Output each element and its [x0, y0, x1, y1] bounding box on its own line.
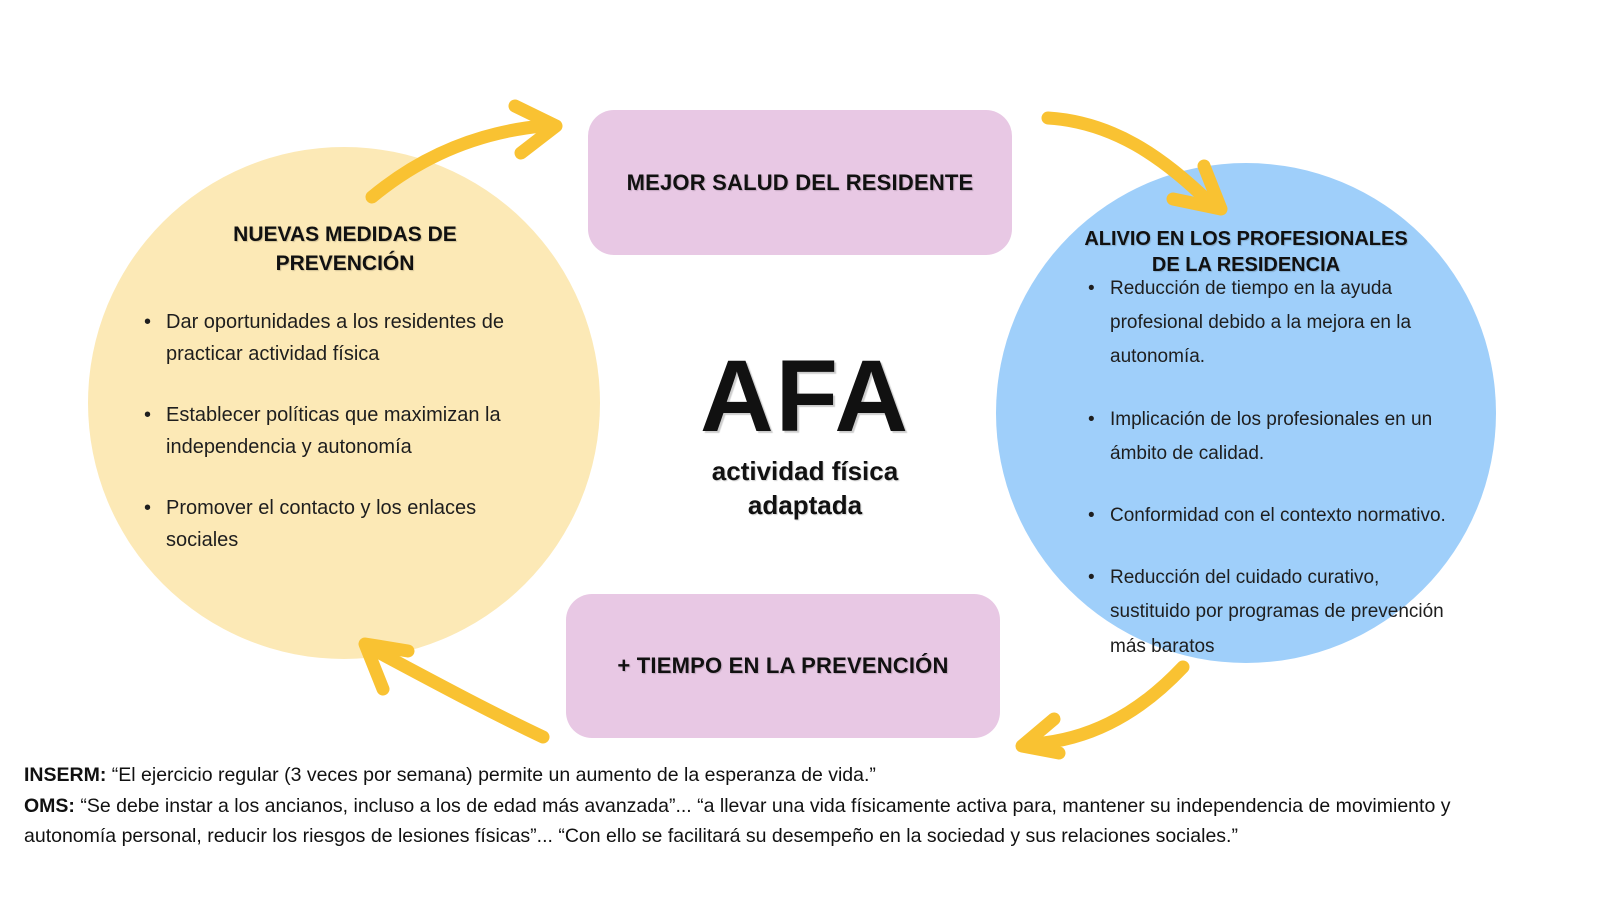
afa-subtitle: actividad física adaptada: [711, 455, 899, 520]
list-item: • Promover el contacto y los enlaces sociales: [142, 492, 514, 556]
better-health-label: MEJOR SALUD DEL RESIDENTE: [626, 169, 974, 195]
professionals-relief-title: ALIVIO EN LOS PROFESIONALES DE LA RESIDENCIA: [1084, 228, 1408, 277]
list-item: • Establecer políticas que maximizan la independencia y autonomía: [142, 399, 514, 463]
oms-quote: [24, 791, 1540, 852]
inserm-text: “El ejercicio regular (3 veces por semana) permite un aumento de la esperanza de vida.”: [106, 764, 876, 786]
footer-quotes: [24, 760, 1540, 852]
cycle-arrow-right-to-bottom-icon: [1022, 667, 1183, 753]
list-item: • Reducción de tiempo en la ayuda profesional debido a la mejora en la autonomía.: [1086, 272, 1454, 375]
better-health-box: [588, 110, 1012, 255]
prevention-measures-title: NUEVAS MEDIDAS DE PREVENCIÓN: [233, 223, 457, 275]
inserm-label: INSERM:: [24, 764, 107, 786]
oms-text: “Se debe instar a los ancianos, incluso a los de edad más avanzada”... “a llevar una vida físicamente activa para, mantener su independencia de movimiento y autonomía personal, reducir los riesgos de lesiones físicas”... “Con ello se facilitará su desempeño en la sociedad y sus relaciones sociales.”: [24, 794, 1451, 848]
list-item: • Implicación de los profesionales en un ámbito de calidad.: [1086, 403, 1454, 471]
more-prevention-time-label: + TIEMPO EN LA PREVENCIÓN: [617, 653, 949, 678]
list-item: • Dar oportunidades a los residentes de practicar actividad física: [142, 306, 514, 370]
more-prevention-time-box: [566, 594, 1000, 738]
oms-label: OMS:: [24, 794, 75, 817]
inserm-quote: [24, 760, 1540, 791]
prevention-measures-list: [142, 306, 514, 556]
list-item: • Reducción del cuidado curativo, sustituido por programas de prevención más baratos: [1086, 561, 1454, 664]
afa-acronym: AFA: [700, 339, 910, 453]
center-afa-block: [640, 339, 970, 522]
list-item: • Conformidad con el contexto normativo.: [1086, 499, 1454, 533]
professionals-relief-list: [1086, 272, 1454, 664]
cycle-arrow-bottom-to-left-icon: [365, 644, 543, 737]
